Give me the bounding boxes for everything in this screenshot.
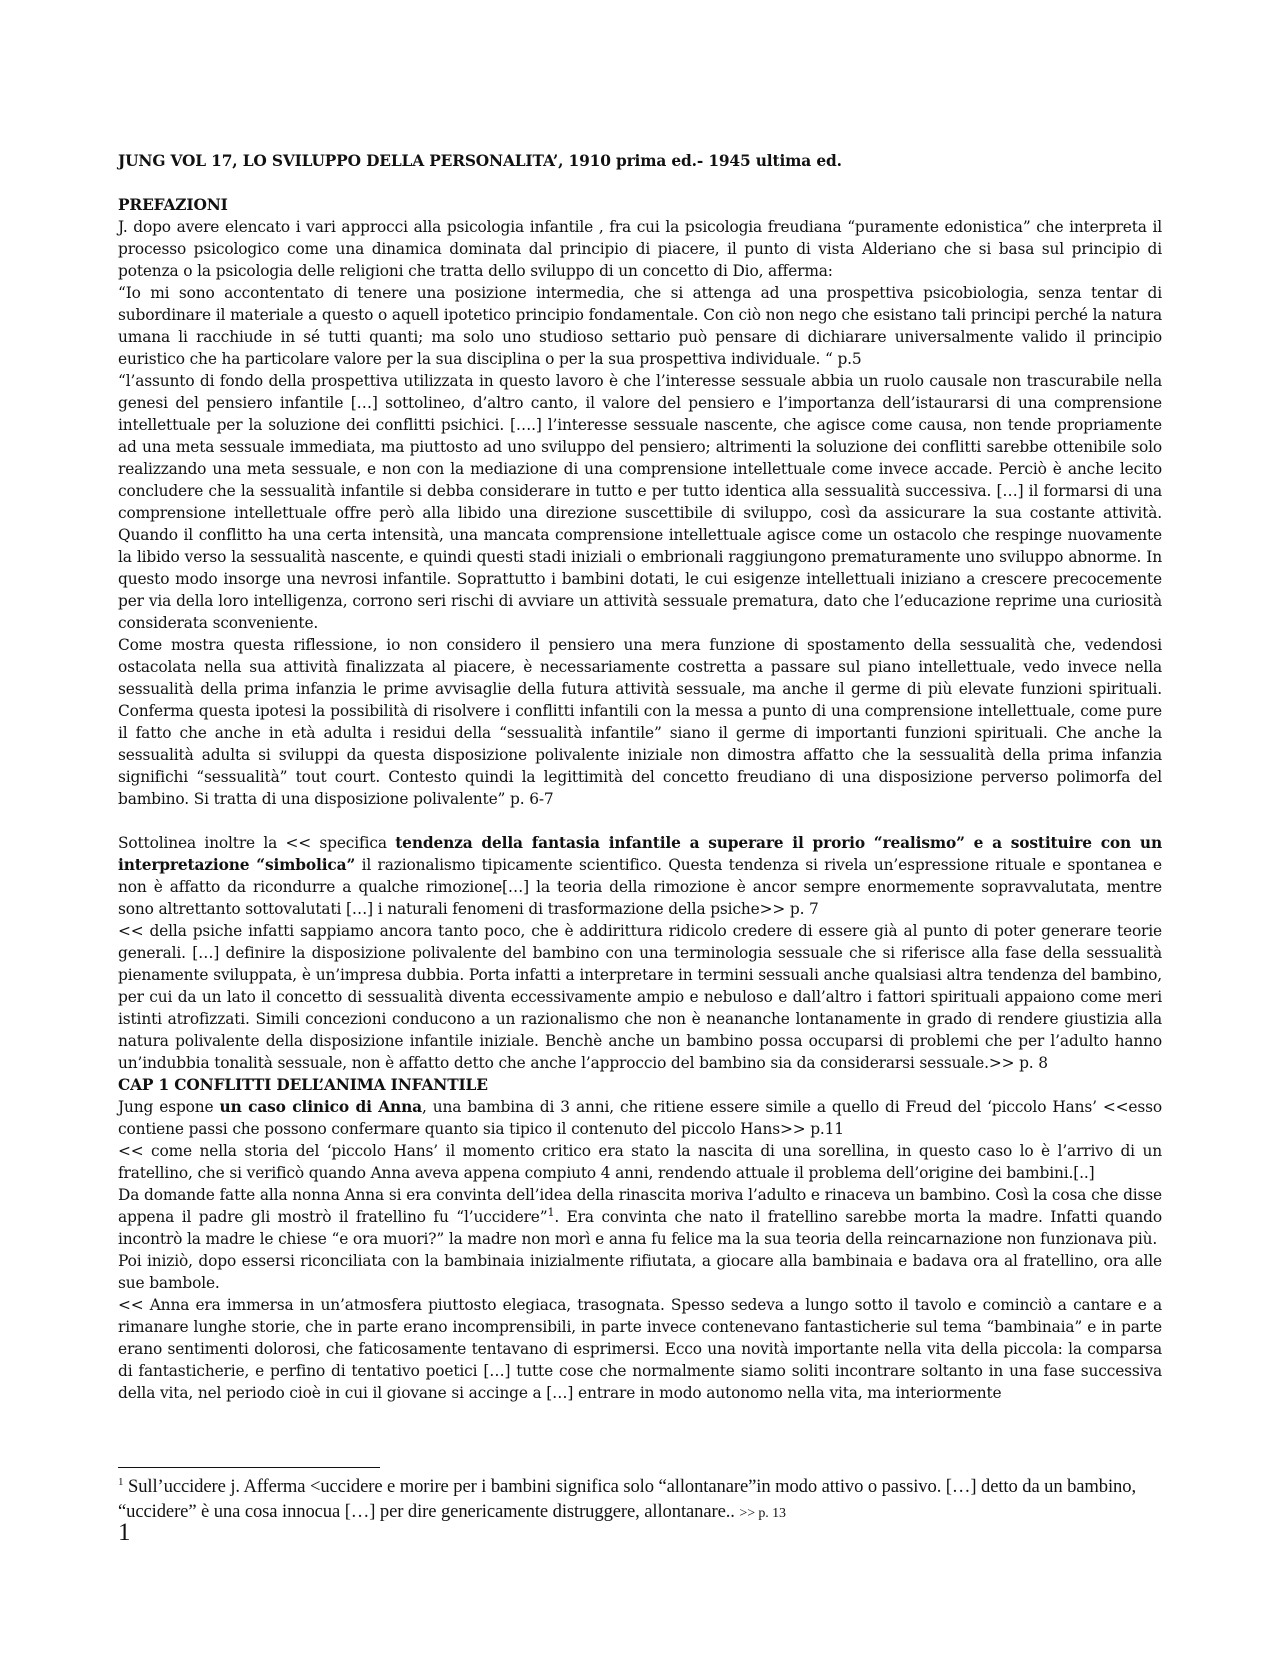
paragraph: “l’assunto di fondo della prospettiva utilizzata in questo lavoro è che l’interesse sessuale abbia un ruolo causale non trascurabile nella genesi del pensiero infantile […] sottolineo, d’altro canto, il valore del pensiero e l’importanza dell’istaurarsi di una comprensione intellettuale per la soluzione dei conflitti psichici. [….] l’interesse sessuale nascente, che agisce come causa, non tende propriamente ad una meta sessuale immediata, ma piuttosto ad uno sviluppo del pensiero; altrimenti la soluzione dei conflitti sarebbe ottenibile solo realizzando una meta sessuale, e non con la mediazione di una comprensione intellettuale come invece accade. Perciò è anche lecito concludere che la sessualità infantile si debba considerare in tutto e per tutto identica alla sessualità successiva. […] il formarsi di una comprensione intellettuale offre però alla libido una direzione suscettibile di sviluppo, così da assicurare la sua costante attività. Quando il conflitto ha una certa intensità, una mancata comprensione intellettuale agisce come un ostacolo che respinge nuovamente la libido verso la sessualità nascente, e quindi questi stadi iniziali o embrionali raggiungono prematuramente uno sviluppo abnorme. In questo modo insorge una nevrosi infantile. Soprattutto i bambini dotati, le cui esigenze intellettuali iniziano a crescere precocemente per via della loro intelligenza, corrono seri rischi di avviare un attività sessuale prematura, dato che l’educazione reprime una curiosità considerata sconveniente. bbox=[118, 372, 1162, 632]
paragraph-rest: il razionalismo tipicamente scientifico. Questa tendenza si rivela un’espressione rituale e spontanea e non è affatto da ricondurre a qualche rimozione[…] la teoria della rimozione è ancor sempre enormemente sopravvalutata, mentre sono altrettanto sottovalutati […] i naturali fenomeni di trasformazione della psiche>> p. 7 bbox=[118, 856, 1163, 918]
paragraph-realismo bbox=[118, 832, 1162, 920]
footnote-number: 1 bbox=[118, 1475, 124, 1488]
paragraph: << come nella storia del ‘piccolo Hans’ il momento critico era stato la nascita di una sorellina, in questo caso lo è l’arrivo di un fratellino, che si verificò quando Anna aveva appena compiuto 4 anni, rendendo attuale il problema dell’origine dei bambini.[..] bbox=[118, 1142, 1162, 1182]
footnote-text: Sull’uccidere j. Afferma <uccidere e morire per i bambini significa solo “allontanare”in modo attivo o passivo. […] detto da un bambino, “uccidere” è una cosa innocua […] per dire genericamente distruggere, allontanare.. bbox=[118, 1476, 1137, 1522]
document-page bbox=[118, 150, 1162, 1404]
footnote-reference[interactable]: 1 bbox=[547, 1205, 555, 1219]
paragraph: J. dopo avere elencato i vari approcci alla psicologia infantile , fra cui la psicologia freudiana “puramente edonistica” che interpreta il processo psicologico come una dinamica dominata dal principio di piacere, il punto di vista Alderiano che si basa sul principio di potenza o la psicologia delle religioni che tratta dello sviluppo di un concetto di Dio, afferma: bbox=[118, 218, 1162, 280]
paragraph-lead: Jung espone bbox=[118, 1098, 220, 1116]
spacer bbox=[118, 810, 1162, 832]
paragraph: << Anna era immersa in un’atmosfera piuttosto elegiaca, trasognata. Spesso sedeva a lungo sotto il tavolo e cominciò a cantare e a rimanare lunghe storie, che in parte erano incomprensibili, in parte invece contenevano fantasticherie sul tema “bambinaia” e in parte erano sentimenti dolorosi, che faticosamente tentavano di esprimersi. Ecco una novità importante nella vita della piccola: la comparsa di fantasticherie, e perfino di tentativo poetici […] tutte cose che normalmente siamo soliti incontrare soltanto in una fase successiva della vita, nel periodo cioè in cui il giovane si accinge a […] entrare in modo autonomo nella vita, ma interiormente bbox=[118, 1296, 1162, 1402]
paragraph-emphasis: tendenza della fantasia infantile a superare il prorio “realismo” e a sostituire con un interpretazione “simbolica” bbox=[118, 834, 1162, 874]
paragraph-rest: , una bambina di 3 anni, che ritiene essere simile a quello di Freud del ‘piccolo Hans’ <<esso contiene passi che possono confermare quanto sia tipico il contenuto del piccolo Hans>> p.11 bbox=[118, 1098, 1162, 1138]
paragraph-before: Da domande fatte alla nonna Anna si era convinta dell’idea della rinascita moriva l’adulto e rinaceva un bambino. Così la cosa che disse appena il padre gli mostrò il fratellino fu “l’uccidere” bbox=[118, 1186, 1162, 1226]
paragraph-after: . Era convinta che nato il fratellino sarebbe morta la madre. Infatti quando incontrò la madre le chiese “e ora muori?” la madre non morì e anna fu felice ma la sua teoria della reincarnazione non funzionava più. bbox=[118, 1208, 1162, 1248]
paragraph: << della psiche infatti sappiamo ancora tanto poco, che è addirittura ridicolo credere di essere già al punto di poter generare teorie generali. […] definire la disposizione polivalente del bambino con una terminologia sessuale che si riferisce alla fase della sessualità pienamente sviluppata, è un’impresa dubbia. Porta infatti a interpretare in termini sessuali anche qualsiasi altra tendenza del bambino, per cui da un lato il concetto di sessualità diventa eccessivamente ampio e nebuloso e dall’altro i fattori spirituali appaiono come meri istinti atrofizzati. Simili concezioni conducono a un razionalismo che non è neananche lontanamente in grado di rendere giustizia alla natura polivalente della disposizione infantile iniziale. Benchè anche un bambino possa occuparsi di problemi che per l’adulto hanno un’indubbia tonalità sessuale, non è affatto detto che anche l’approccio del bambino sia da considerarsi sessuale.>> p. 8 bbox=[118, 922, 1162, 1072]
page-number: 1 bbox=[118, 1519, 131, 1546]
paragraph: Come mostra questa riflessione, io non considero il pensiero una mera funzione di spostamento della sessualità che, vedendosi ostacolata nella sua attività finalizzata al piacere, è necessariamente costretta a passare sul piano intellettuale, vedo invece nella sessualità della prima infanzia le prime avvisaglie della futura attività sessuale, ma anche il germe di più elevate funzioni spirituali. Conferma questa ipotesi la possibilità di risolvere i conflitti infantili con la messa a punto di una comprensione intellettuale, come pure il fatto che anche in età adulta i residui della “sessualità infantile” siano il germe di importanti funzioni spirituali. Che anche la sessualità adulta si sviluppi da questa disposizione polivalente iniziale non dimostra affatto che la sessualità della prima infanzia significhi “sessualità” tout court. Contesto quindi la legittimità del concetto freudiano di una disposizione perverso polimorfa del bambino. Si tratta di una disposizione polivalente” p. 6-7 bbox=[118, 636, 1162, 808]
section-heading-cap1: CAP 1 CONFLITTI DELL’ANIMA INFANTILE bbox=[118, 1076, 488, 1094]
paragraph: “Io mi sono accontentato di tenere una posizione intermedia, che si attenga ad una prospettiva psicobiologia, senza tentar di subordinare il materiale a questo o aquell ipotetico principio fondamentale. Con ciò non nego che esistano tali principi perché la natura umana li racchiude in sé tutti quanti; ma solo uno studioso settario può pensare di dichiarare universalmente valido il principio euristico che ha particolare valore per la sua disciplina o per la sua prospettiva individuale. “ p.5 bbox=[118, 284, 1162, 368]
footnote-separator bbox=[118, 1467, 380, 1468]
footnote bbox=[118, 1474, 1138, 1526]
paragraph: Poi iniziò, dopo essersi riconciliata con la bambinaia inizialmente rifiutata, a giocare alla bambinaia e badava ora al fratellino, ora alle sue bambole. bbox=[118, 1252, 1162, 1292]
paragraph-caso-clinico bbox=[118, 1096, 1162, 1140]
document-title: JUNG VOL 17, LO SVILUPPO DELLA PERSONALITA’, 1910 prima ed.- 1945 ultima ed. bbox=[118, 152, 842, 170]
spacer bbox=[118, 172, 1162, 194]
paragraph-uccidere bbox=[118, 1184, 1162, 1250]
section-heading-prefazioni: PREFAZIONI bbox=[118, 196, 228, 214]
footnote-page-ref: >> p. 13 bbox=[739, 1506, 786, 1521]
paragraph-emphasis: un caso clinico di Anna bbox=[219, 1098, 422, 1116]
paragraph-lead: Sottolinea inoltre la << specifica bbox=[118, 834, 396, 852]
